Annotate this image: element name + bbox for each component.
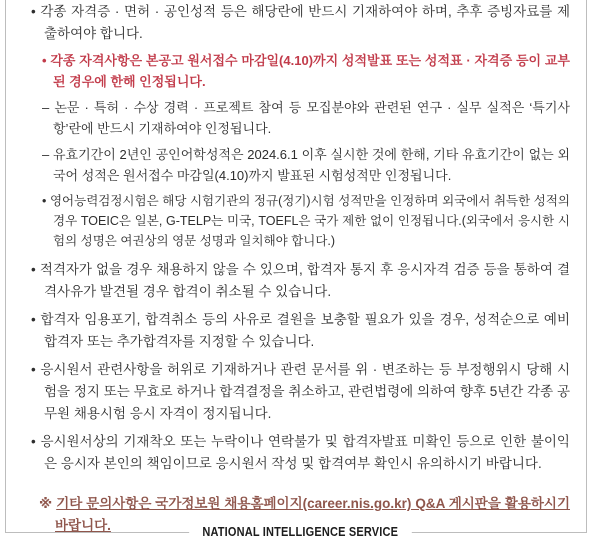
notice-item xyxy=(31,259,570,303)
notice-item xyxy=(42,97,570,139)
asterisk-marker: ※ xyxy=(39,496,53,511)
bullet-marker: • xyxy=(31,434,36,449)
notice-item-text: 합격자 임용포기, 합격취소 등의 사유로 결원을 보충할 필요가 있을 경우, 성적순으로 예비합격자 또는 추가합격자를 지정할 수 있습니다. xyxy=(40,312,570,349)
bullet-marker: • xyxy=(31,362,36,377)
bullet-marker: • xyxy=(31,312,36,327)
bullet-marker: • xyxy=(42,53,47,68)
notice-item xyxy=(42,144,570,186)
notice-item xyxy=(31,431,570,475)
notice-item-text: 영어능력검정시험은 해당 시험기관의 정규(정기)시험 성적만을 인정하며 외국에서 취득한 성적의 경우 TOEIC은 일본, G-TELP는 미국, TOEFL은 국가 제한 없이 인정됩니다.(외국에서 응시한 시험의 성명은 여권상의 영문 성명과 일치해야 합니다.) xyxy=(49,194,570,248)
notice-item-text: 논문 · 특허 · 수상 경력 · 프로젝트 참여 등 모집분야와 관련된 연구 · 실무 실적은 ‘특기사항’란에 반드시 기재하여야 인정됩니다. xyxy=(53,100,570,136)
notice-item-text: 응시원서 관련사항을 허위로 기재하거나 관련 문서를 위 · 변조하는 등 부정행위시 당해 시험을 정지 또는 무효로 하거나 합격결정을 취소하고, 관련법령에 의하여 향후 5년간 각종 공무원 채용시험 응시 자격이 정지됩니다. xyxy=(40,362,570,421)
notice-item xyxy=(31,309,570,353)
notice-body xyxy=(6,0,586,537)
notice-item-highlight xyxy=(42,50,570,92)
footer xyxy=(0,523,600,541)
notice-item xyxy=(31,1,570,45)
contact-note-text: 기타 문의사항은 국가정보원 채용홈페이지(career.nis.go.kr) Q&A 게시판을 활용하시기 바랍니다. xyxy=(55,496,570,533)
notice-item-text: 응시원서상의 기재착오 또는 누락이나 연락불가 및 합격자발표 미확인 등으로 인한 불이익은 응시자 본인의 책임이므로 응시원서 작성 및 합격여부 확인시 유의하시기 바랍니다. xyxy=(40,434,570,471)
notice-item-text: 적격자가 없을 경우 채용하지 않을 수 있으며, 합격자 통지 후 응시자격 검증 등을 통하여 결격사유가 발견될 경우 합격이 취소될 수 있습니다. xyxy=(39,262,570,299)
bullet-marker: • xyxy=(42,194,47,208)
notice-item xyxy=(31,359,570,425)
dash-marker: – xyxy=(42,147,50,162)
dash-marker: – xyxy=(42,100,50,115)
notice-item-text: 각종 자격사항은 본공고 원서접수 마감일(4.10)까지 성적발표 또는 성적표 · 자격증 등이 교부된 경우에 한해 인정됩니다. xyxy=(50,53,570,89)
footer-brand-text: NATIONAL INTELLIGENCE SERVICE xyxy=(189,523,411,541)
notice-page xyxy=(5,0,587,533)
bullet-marker: • xyxy=(31,262,36,277)
notice-item xyxy=(42,191,570,251)
bullet-marker: • xyxy=(31,4,36,19)
notice-item-text: 유효기간이 2년인 공인어학성적은 2024.6.1 이후 실시한 것에 한해, 기타 유효기간이 없는 외국어 성적은 원서접수 마감일(4.10)까지 발표된 시험성적만 인정됩니다. xyxy=(52,147,570,183)
notice-item-text: 각종 자격증 · 면허 · 공인성적 등은 해당란에 반드시 기재하여야 하며, 추후 증빙자료를 제출하여야 합니다. xyxy=(40,4,570,41)
